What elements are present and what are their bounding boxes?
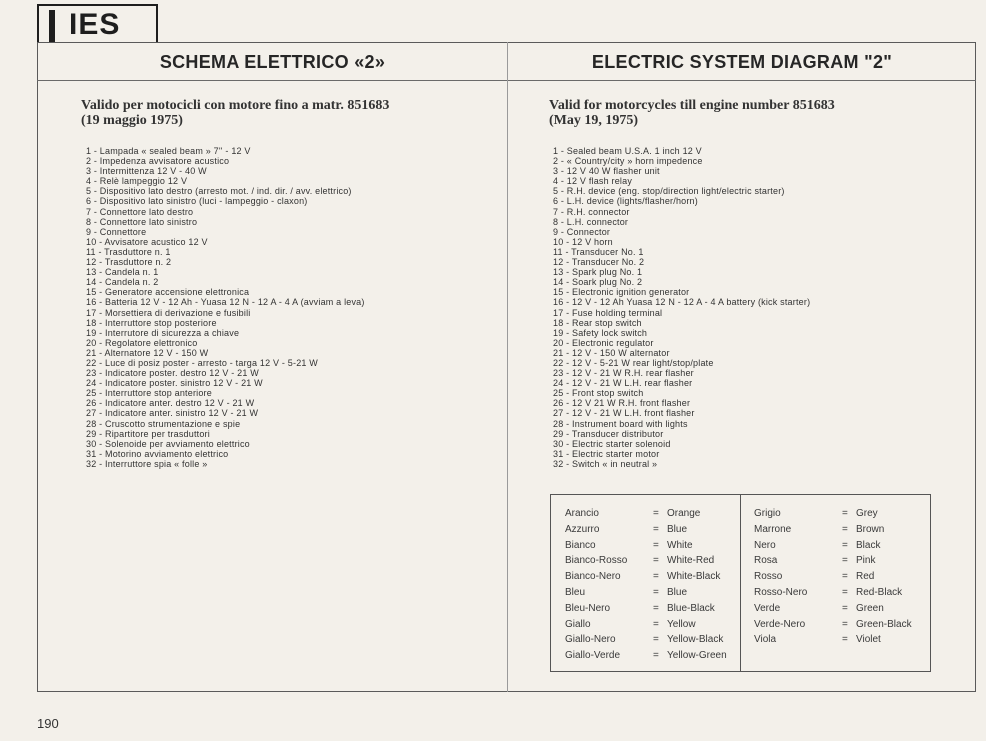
list-item: 11 - Transducer No. 1 <box>553 246 644 257</box>
legend-row <box>754 524 926 540</box>
list-item: 1 - Sealed beam U.S.A. 1 inch 12 V <box>553 146 702 156</box>
legend-english-name: Blue <box>667 586 688 598</box>
legend-equals: = <box>653 539 659 551</box>
legend-english-name: Yellow-Green <box>667 650 727 662</box>
left-subtitle-line2: (19 maggio 1975) <box>81 113 183 128</box>
list-item: 2 - Impedenza avvisatore acustico <box>86 156 230 167</box>
legend-italian-name: Rosso-Nero <box>754 586 808 598</box>
legend-equals: = <box>653 586 659 598</box>
legend-italian-name: Viola <box>754 634 777 646</box>
list-item: 30 - Solenoide per avviamento elettrico <box>86 438 250 449</box>
list-item: 19 - Interrutore di sicurezza a chiave <box>86 327 240 338</box>
list-item: 24 - 12 V - 21 W L.H. rear flasher <box>553 378 693 389</box>
legend-italian-name: Bleu-Nero <box>565 602 611 614</box>
legend-italian-name: Rosso <box>754 571 783 583</box>
legend-row <box>754 634 926 650</box>
legend-english-name: White-Red <box>667 555 715 567</box>
list-item: 22 - 12 V - 5-21 W rear light/stop/plate <box>553 357 714 368</box>
legend-english-name: Orange <box>667 508 701 519</box>
legend-english-name: Red <box>856 571 875 583</box>
legend-equals: = <box>842 602 848 614</box>
legend-divider <box>740 495 741 671</box>
list-item: 28 - Cruscotto strumentazione e spie <box>86 418 241 429</box>
legend-row <box>565 571 737 587</box>
legend-equals: = <box>653 618 659 630</box>
legend-italian-name: Grigio <box>754 508 781 519</box>
left-subtitle-line1: Valido per motocicli con motore fino a matr. 851683 <box>81 98 390 113</box>
list-item: 26 - 12 V 21 W R.H. front flasher <box>553 398 691 409</box>
list-item: 3 - 12 V 40 W flasher unit <box>553 166 660 177</box>
list-item: 8 - L.H. connector <box>553 216 629 227</box>
legend-english-name: Red-Black <box>856 586 903 598</box>
list-item: 10 - 12 V horn <box>553 236 613 247</box>
list-item: 20 - Electronic regulator <box>553 337 654 348</box>
legend-equals: = <box>653 555 659 567</box>
list-item: 7 - R.H. connector <box>553 206 630 217</box>
legend-english-name: Blue-Black <box>667 602 715 614</box>
legend-right-column <box>754 508 926 650</box>
list-item: 21 - Alternatore 12 V - 150 W <box>86 347 209 358</box>
legend-equals: = <box>653 571 659 583</box>
column-divider <box>507 42 508 692</box>
legend-english-name: Brown <box>856 523 885 535</box>
legend-left-column <box>565 508 737 666</box>
legend-row <box>754 603 926 619</box>
legend-equals: = <box>842 539 848 551</box>
list-item: 30 - Electric starter solenoid <box>553 438 671 449</box>
legend-row <box>565 650 737 666</box>
list-item: 6 - L.H. device (lights/flasher/horn) <box>553 196 698 207</box>
list-item: 4 - Relè lampeggio 12 V <box>86 176 188 187</box>
legend-row <box>565 508 737 524</box>
legend-equals: = <box>653 602 659 614</box>
list-item: 31 - Electric starter motor <box>553 448 660 459</box>
legend-row <box>754 508 926 524</box>
legend-italian-name: Bianco-Rosso <box>565 555 628 567</box>
list-item: 9 - Connector <box>553 226 611 237</box>
list-item: 32 - Interruttore spia « folle » <box>86 458 208 469</box>
legend-italian-name: Giallo-Verde <box>565 650 621 662</box>
legend-row <box>754 555 926 571</box>
legend-row <box>565 603 737 619</box>
legend-equals: = <box>842 618 848 630</box>
left-column-title: SCHEMA ELETTRICO «2» <box>159 52 386 72</box>
list-item: 25 - Interruttore stop anteriore <box>86 388 212 399</box>
legend-equals: = <box>653 650 659 662</box>
list-item: 12 - Trasduttore n. 2 <box>86 257 172 268</box>
list-item: 21 - 12 V - 150 W alternator <box>553 347 670 358</box>
list-item: 4 - 12 V flash relay <box>553 176 633 187</box>
list-item: 11 - Trasduttore n. 1 <box>86 246 171 257</box>
legend-english-name: Pink <box>856 555 876 567</box>
list-item: 23 - 12 V - 21 W R.H. rear flasher <box>553 368 694 379</box>
legend-equals: = <box>842 555 848 567</box>
list-item: 27 - Indicatore anter. sinistro 12 V - 21 W <box>86 408 259 419</box>
legend-equals: = <box>653 634 659 646</box>
legend-row <box>565 555 737 571</box>
legend-row <box>565 540 737 556</box>
legend-italian-name: Bleu <box>565 586 586 598</box>
right-component-list <box>553 146 810 469</box>
legend-italian-name: Giallo <box>565 618 591 630</box>
logo-bar-mark <box>49 10 55 43</box>
legend-row <box>754 571 926 587</box>
legend-italian-name: Giallo-Nero <box>565 634 616 646</box>
legend-italian-name: Bianco-Nero <box>565 571 621 583</box>
legend-english-name: White <box>667 539 693 551</box>
list-item: 22 - Luce di posiz poster - arresto - targa 12 V - 5-21 W <box>86 357 318 368</box>
list-item: 2 - « Country/city » horn impedence <box>553 156 703 167</box>
legend-italian-name: Marrone <box>754 523 792 535</box>
list-item: 17 - Morsettiera di derivazione e fusibili <box>86 307 251 318</box>
legend-row <box>754 587 926 603</box>
page-number: 190 <box>37 716 59 731</box>
legend-italian-name: Azzurro <box>565 523 600 535</box>
ies-logo <box>37 4 158 43</box>
legend-english-name: White-Black <box>667 571 721 583</box>
list-item: 20 - Regolatore elettronico <box>86 337 198 348</box>
legend-italian-name: Rosa <box>754 555 778 567</box>
logo-text: IES <box>69 8 121 41</box>
right-subtitle-line1: Valid for motorcycles till engine number 851683 <box>549 98 835 113</box>
list-item: 9 - Connettore <box>86 226 147 237</box>
legend-equals: = <box>842 571 848 583</box>
legend-italian-name: Verde <box>754 602 781 614</box>
legend-row <box>754 619 926 635</box>
legend-english-name: Green-Black <box>856 618 912 630</box>
list-item: 15 - Generatore accensione elettronica <box>86 287 250 298</box>
legend-equals: = <box>653 508 659 519</box>
legend-english-name: Blue <box>667 523 688 535</box>
list-item: 32 - Switch « in neutral » <box>553 458 658 469</box>
list-item: 14 - Soark plug No. 2 <box>553 277 643 288</box>
list-item: 7 - Connettore lato destro <box>86 206 194 217</box>
left-subtitle <box>81 98 389 128</box>
left-component-list <box>86 146 365 469</box>
right-subtitle-line2: (May 19, 1975) <box>549 113 639 128</box>
legend-english-name: Green <box>856 602 884 614</box>
list-item: 26 - Indicatore anter. destro 12 V - 21 W <box>86 398 255 409</box>
legend-equals: = <box>653 523 659 535</box>
list-item: 5 - R.H. device (eng. stop/direction light/electric starter) <box>553 186 785 197</box>
list-item: 16 - Batteria 12 V - 12 Ah - Yuasa 12 N - 12 A - 4 A (avviam a leva) <box>86 297 365 308</box>
legend-english-name: Yellow-Black <box>667 634 724 646</box>
list-item: 29 - Ripartitore per trasduttori <box>86 428 210 439</box>
legend-row <box>565 634 737 650</box>
legend-english-name: Violet <box>856 634 881 646</box>
list-item: 15 - Electronic ignition generator <box>553 287 690 298</box>
legend-english-name: Black <box>856 539 881 551</box>
list-item: 3 - Intermittenza 12 V - 40 W <box>86 166 207 177</box>
list-item: 6 - Dispositivo lato sinistro (luci - lampeggio - claxon) <box>86 196 308 207</box>
legend-equals: = <box>842 586 848 598</box>
list-item: 12 - Transducer No. 2 <box>553 257 645 268</box>
legend-italian-name: Verde-Nero <box>754 618 806 630</box>
list-item: 13 - Candela n. 1 <box>86 267 159 278</box>
list-item: 31 - Motorino avviamento elettrico <box>86 448 229 459</box>
legend-equals: = <box>842 523 848 535</box>
list-item: 23 - Indicatore poster. destro 12 V - 21 W <box>86 368 259 379</box>
list-item: 16 - 12 V - 12 Ah Yuasa 12 N - 12 A - 4 A battery (kick starter) <box>553 297 811 308</box>
legend-row <box>565 619 737 635</box>
list-item: 1 - Lampada « sealed beam » 7'' - 12 V <box>86 146 251 156</box>
legend-italian-name: Bianco <box>565 539 596 551</box>
list-item: 14 - Candela n. 2 <box>86 277 159 288</box>
list-item: 18 - Interruttore stop posteriore <box>86 317 217 328</box>
list-item: 13 - Spark plug No. 1 <box>553 267 643 278</box>
list-item: 10 - Avvisatore acustico 12 V <box>86 236 208 247</box>
list-item: 19 - Safety lock switch <box>553 327 648 338</box>
legend-italian-name: Nero <box>754 539 776 551</box>
legend-english-name: Grey <box>856 508 878 519</box>
legend-row <box>565 524 737 540</box>
list-item: 27 - 12 V - 21 W L.H. front flasher <box>553 408 695 419</box>
list-item: 25 - Front stop switch <box>553 388 644 399</box>
legend-equals: = <box>842 634 848 646</box>
right-subtitle <box>549 98 835 128</box>
list-item: 28 - Instrument board with lights <box>553 418 688 429</box>
legend-row <box>754 540 926 556</box>
legend-italian-name: Arancio <box>565 508 599 519</box>
list-item: 5 - Dispositivo lato destro (arresto mot. / ind. dir. / avv. elettrico) <box>86 186 352 197</box>
legend-equals: = <box>842 508 848 519</box>
list-item: 24 - Indicatore poster. sinistro 12 V - 21 W <box>86 378 263 389</box>
list-item: 29 - Transducer distributor <box>553 428 664 439</box>
right-column-title: ELECTRIC SYSTEM DIAGRAM "2" <box>591 52 893 72</box>
legend-english-name: Yellow <box>667 618 696 630</box>
list-item: 8 - Connettore lato sinistro <box>86 216 198 227</box>
color-legend-table <box>550 494 931 672</box>
legend-row <box>565 587 737 603</box>
list-item: 17 - Fuse holding terminal <box>553 307 663 318</box>
list-item: 18 - Rear stop switch <box>553 317 642 328</box>
